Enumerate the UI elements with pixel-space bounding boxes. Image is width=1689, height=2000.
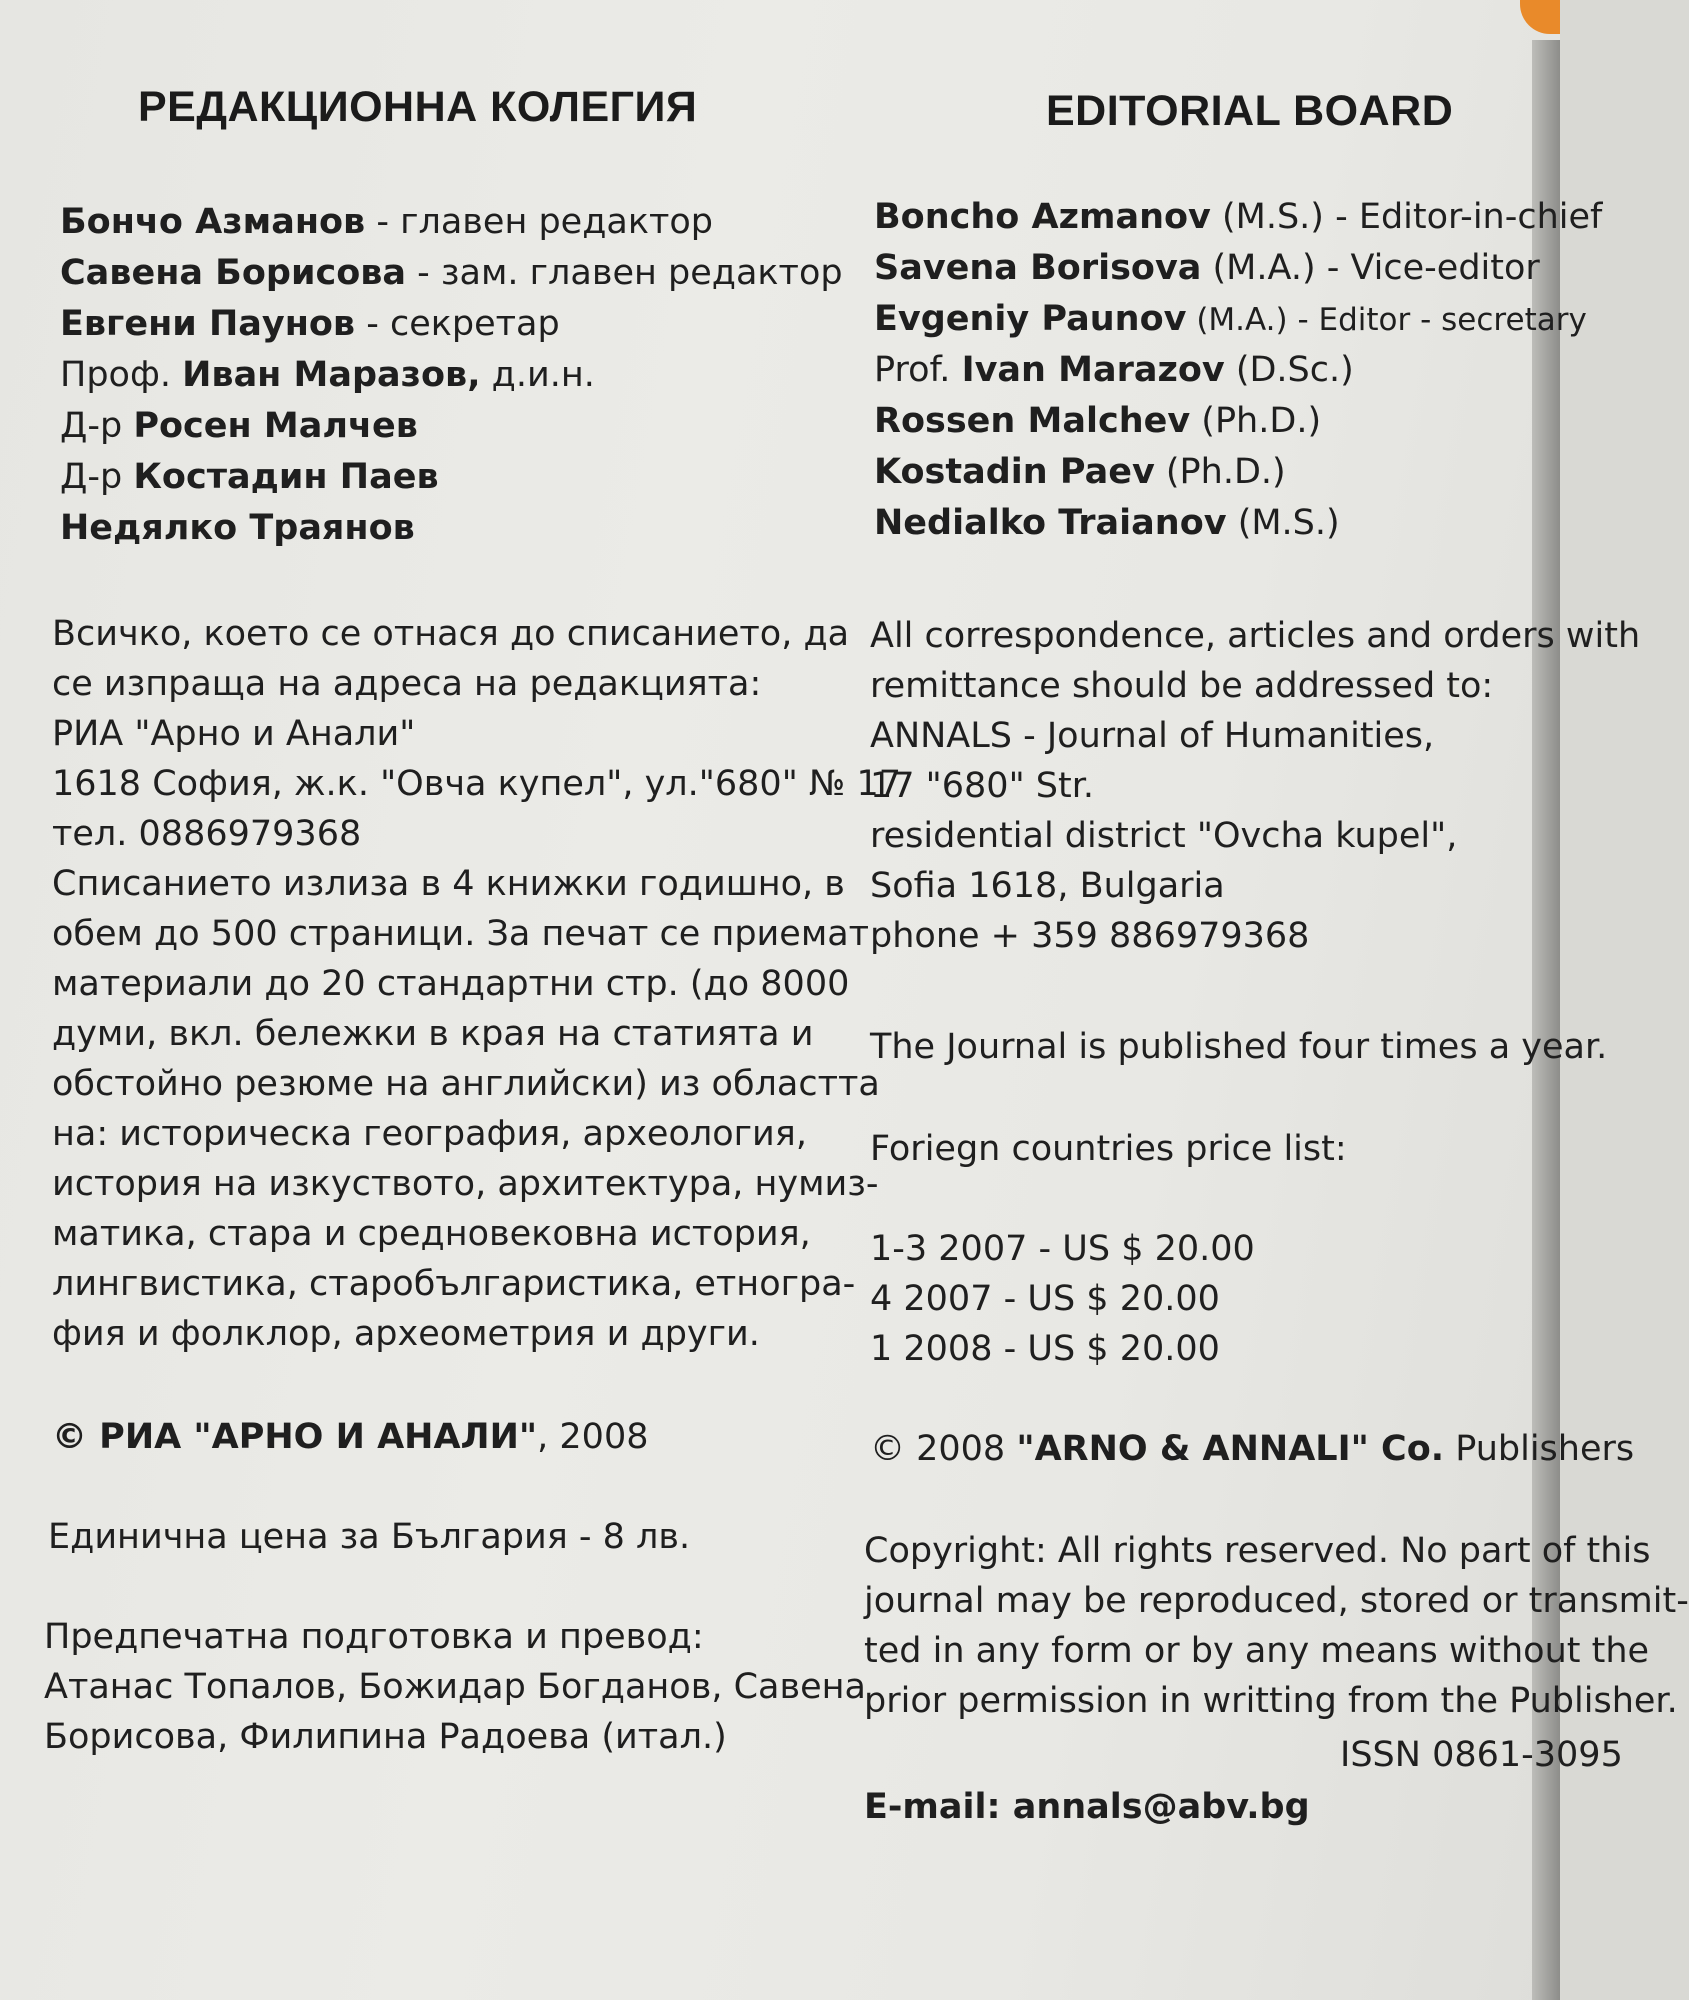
en-copyright-suffix: Publishers: [1444, 1429, 1635, 1469]
member-role: - секретар: [355, 304, 560, 344]
bg-address-line: Всичко, което се отнася до списанието, да: [52, 614, 850, 654]
member-name: Росен Малчев: [133, 406, 418, 446]
en-heading: EDITORIAL BOARD: [1046, 87, 1454, 135]
en-rights-block: [864, 1526, 1689, 1726]
en-board-member: [874, 345, 1602, 396]
en-editorial-board-list: [874, 192, 1602, 549]
member-name: Костадин Паев: [133, 457, 439, 497]
en-address-line: 17 "680" Str.: [870, 766, 1095, 806]
bg-address-line: РИА "Арно и Анали": [52, 714, 416, 754]
bg-prepress-line: Атанас Топалов, Божидар Богданов, Савена: [44, 1667, 866, 1707]
member-role: (M.S.) - Editor-in-chief: [1210, 197, 1603, 237]
bg-info-line: фия и фолклор, археометрия и други.: [52, 1314, 760, 1354]
en-rights-line: prior permission in writting from the Publisher.: [864, 1681, 1678, 1721]
bg-info-line: обем до 500 страници. За печат се приемат: [52, 914, 870, 954]
en-address-line: phone + 359 886979368: [870, 916, 1310, 956]
en-board-member: [874, 447, 1602, 498]
bg-board-member: [60, 503, 843, 554]
member-name: Savena Borisova: [874, 248, 1202, 288]
bg-prepress-block: [44, 1612, 866, 1762]
member-role: (Ph.D.): [1190, 401, 1322, 441]
en-address-block: [870, 611, 1640, 961]
member-role: (M.A.) - Editor - secretary: [1186, 302, 1587, 338]
member-name: Иван Маразов,: [182, 355, 481, 395]
member-prefix: Проф.: [60, 355, 183, 395]
email-address: annals@abv.bg: [1000, 1787, 1310, 1827]
member-role: (M.A.) - Vice-editor: [1201, 248, 1540, 288]
bg-copyright-year: , 2008: [537, 1417, 649, 1457]
member-role: (Ph.D.): [1154, 452, 1286, 492]
en-address-line: All correspondence, articles and orders with: [870, 616, 1641, 656]
member-role: (D.Sc.): [1224, 350, 1354, 390]
member-name: Evgeniy Paunov: [874, 299, 1187, 339]
bg-prepress-line: Борисова, Филипина Радоева (итал.): [44, 1717, 727, 1757]
member-name: Евгени Паунов: [60, 304, 356, 344]
en-rights-line: journal may be reproduced, stored or transmit-: [864, 1581, 1689, 1621]
en-board-member: [874, 192, 1602, 243]
bg-info-line: история на изкуството, архитектура, нумиз-: [52, 1164, 879, 1204]
bg-copyright: [52, 1412, 648, 1463]
en-issn: ISSN 0861-3095: [1340, 1735, 1623, 1775]
member-name: Boncho Azmanov: [874, 197, 1211, 237]
bg-info-line: матика, стара и средновековна история,: [52, 1214, 811, 1254]
member-prefix: Д-р: [60, 457, 134, 497]
bg-editorial-board-list: [60, 197, 843, 554]
en-rights-line: ted in any form or by any means without the: [864, 1631, 1650, 1671]
bg-heading: РЕДАКЦИОННА КОЛЕГИЯ: [138, 83, 698, 131]
bg-address-line: тел. 0886979368: [52, 814, 362, 854]
en-copyright: [870, 1424, 1634, 1475]
member-name: Савена Борисова: [60, 253, 407, 293]
member-role: - главен редактор: [365, 202, 714, 242]
bg-board-member: [60, 197, 843, 248]
en-price-item: 1 2008 - US $ 20.00: [870, 1329, 1220, 1369]
en-copyright-prefix: © 2008: [870, 1429, 1017, 1469]
en-address-line: ANNALS - Journal of Humanities,: [870, 716, 1435, 756]
member-name: Ivan Marazov: [961, 350, 1225, 390]
en-address-line: remittance should be addressed to:: [870, 666, 1494, 706]
bg-board-member: [60, 452, 843, 503]
member-name: Rossen Malchev: [874, 401, 1191, 441]
en-rights-line: Copyright: All rights reserved. No part of this: [864, 1531, 1651, 1571]
en-price-item: 4 2007 - US $ 20.00: [870, 1279, 1220, 1319]
member-name: Бончо Азманов: [60, 202, 366, 242]
bg-info-line: лингвистика, старобългаристика, етногра-: [52, 1264, 856, 1304]
bg-prepress-title: Предпечатна подготовка и превод:: [44, 1617, 704, 1657]
en-price-title: Foriegn countries price list:: [870, 1129, 1347, 1169]
bg-info-block: [52, 859, 880, 1359]
en-published: The Journal is published four times a year.: [870, 1027, 1608, 1067]
en-copyright-name: "ARNO & ANNALI" Co.: [1016, 1429, 1445, 1469]
bg-price: Единична цена за България - 8 лв.: [48, 1517, 691, 1557]
member-role: (M.S.): [1226, 503, 1340, 543]
bg-board-member: [60, 299, 843, 350]
bg-info-line: на: историческа география, археология,: [52, 1114, 807, 1154]
en-board-member: [874, 498, 1602, 549]
member-name: Недялко Траянов: [60, 508, 415, 548]
bg-board-member: [60, 248, 843, 299]
bg-board-member: [60, 350, 843, 401]
member-name: Kostadin Paev: [874, 452, 1155, 492]
bg-address-line: се изпраща на адреса на редакцията:: [52, 664, 762, 704]
en-email: [864, 1782, 1310, 1833]
member-prefix: Д-р: [60, 406, 134, 446]
en-address-line: residential district "Ovcha kupel",: [870, 816, 1458, 856]
bg-info-line: обстойно резюме на английски) из областта: [52, 1064, 880, 1104]
en-board-member: [874, 396, 1602, 447]
en-board-member: [874, 294, 1602, 345]
bg-board-member: [60, 401, 843, 452]
member-role: д.и.н.: [480, 355, 595, 395]
member-name: Nedialko Traianov: [874, 503, 1227, 543]
en-board-member: [874, 243, 1602, 294]
bg-info-line: думи, вкл. бележки в края на статията и: [52, 1014, 814, 1054]
member-prefix: Prof.: [874, 350, 962, 390]
en-price-list: [870, 1224, 1255, 1374]
bg-address-block: [52, 609, 901, 859]
member-role: - зам. главен редактор: [406, 253, 843, 293]
en-price-item: 1-3 2007 - US $ 20.00: [870, 1229, 1255, 1269]
bg-copyright-name: © РИА "АРНО И АНАЛИ": [52, 1417, 538, 1457]
en-address-line: Sofia 1618, Bulgaria: [870, 866, 1225, 906]
bg-info-line: Списанието излиза в 4 книжки годишно, в: [52, 864, 845, 904]
email-label: E-mail:: [864, 1787, 1001, 1827]
orange-corner-decoration: [1520, 0, 1560, 34]
bg-address-line: 1618 София, ж.к. "Овча купел", ул."680" № 17: [52, 764, 901, 804]
bg-info-line: материали до 20 стандартни стр. (до 8000: [52, 964, 850, 1004]
